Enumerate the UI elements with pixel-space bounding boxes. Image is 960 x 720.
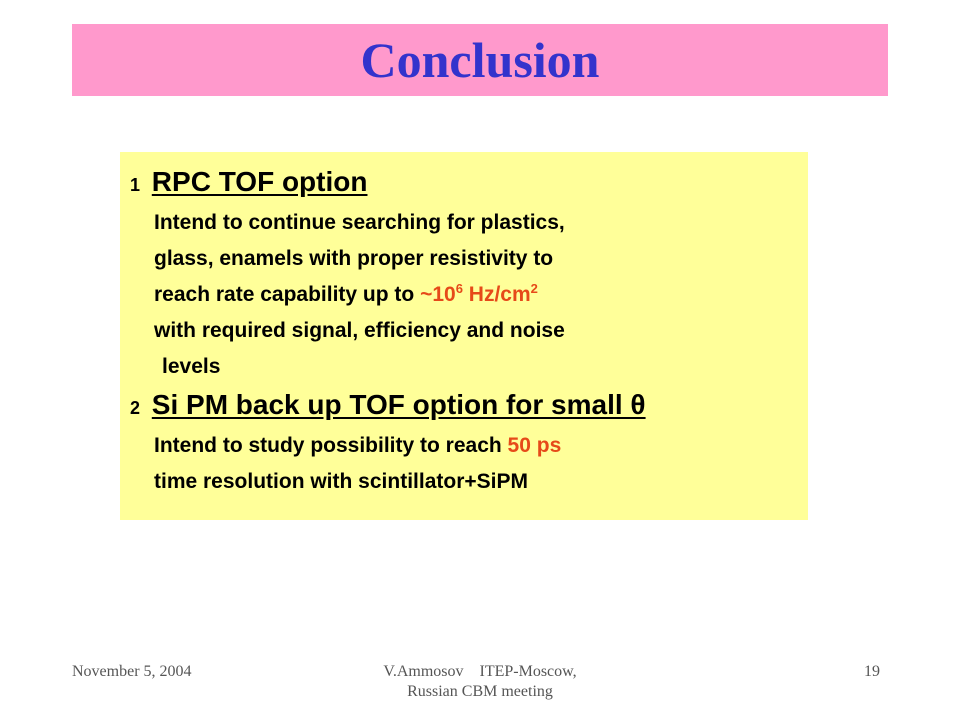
section-1-title: RPC TOF option: [151, 166, 368, 197]
rate-text: reach rate capability up to: [154, 283, 421, 306]
section-2-heading: [130, 385, 808, 428]
section-1-line-1: Intend to continue searching for plastics,: [154, 211, 565, 234]
footer-date: November 5, 2004: [72, 663, 192, 680]
section-2-title: Si PM back up TOF option for small θ: [151, 389, 646, 420]
section-2-line-1: [130, 428, 808, 464]
slide-title: Conclusion: [360, 32, 600, 88]
rate-exponent: 6: [455, 281, 463, 296]
resolution-value: 50 ps: [507, 434, 562, 457]
section-1-line-3: [130, 277, 808, 313]
resolution-text: Intend to study possibility to reach: [154, 434, 508, 457]
conclusion-box: [120, 152, 808, 520]
footer-author-line-2: Russian CBM meeting: [407, 683, 553, 700]
title-bar: [72, 24, 888, 96]
section-2-number: 2: [130, 398, 141, 418]
footer-author: [330, 662, 630, 702]
page-number: 19: [864, 663, 880, 680]
rate-value: [420, 283, 538, 306]
section-1-heading: [130, 162, 808, 205]
section-1-number: 1: [130, 175, 141, 195]
section-1-line-4: with required signal, efficiency and noise: [154, 319, 565, 342]
rate-unit: Hz/cm: [462, 283, 531, 306]
section-1-line-5: levels: [162, 355, 221, 378]
rate-unit-exponent: 2: [530, 281, 538, 296]
section-2-line-2: time resolution with scintillator+SiPM: [154, 470, 528, 493]
footer-author-line-1: V.Ammosov ITEP-Moscow,: [383, 663, 577, 680]
rate-base: ~10: [420, 283, 456, 306]
section-1-line-2: glass, enamels with proper resistivity to: [154, 247, 554, 270]
